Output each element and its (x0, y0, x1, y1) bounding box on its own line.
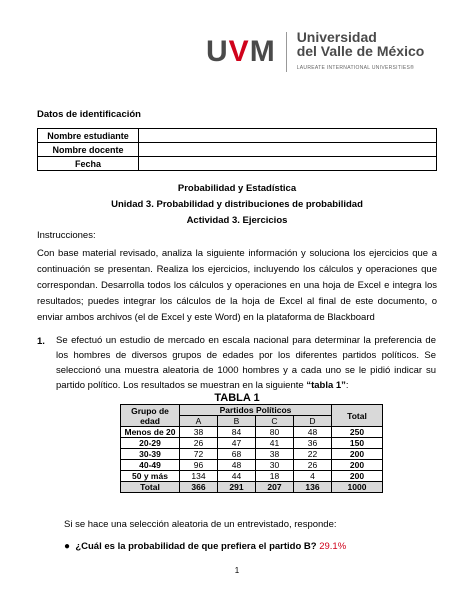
id-label-date: Fecha (38, 157, 139, 171)
cell-value: 84 (218, 427, 256, 438)
instructions-label: Instrucciones: (37, 230, 96, 241)
cell-value: 80 (256, 427, 294, 438)
id-row (38, 157, 437, 171)
table-row (121, 471, 383, 482)
exercise-number: 1. (37, 336, 45, 347)
cell-value: 44 (218, 471, 256, 482)
id-label-student: Nombre estudiante (38, 129, 139, 143)
cell-value: 4 (294, 471, 332, 482)
row-group: Menos de 20 (121, 427, 180, 438)
followup-text: Si se hace una selección aleatoria de un entrevistado, responde: (64, 519, 337, 530)
cell-value: 38 (180, 427, 218, 438)
table-row (121, 427, 383, 438)
table-totals-row (121, 482, 383, 493)
grand-total: 1000 (332, 482, 383, 493)
cell-value: 36 (294, 438, 332, 449)
unit-title: Unidad 3. Probabilidad y distribuciones de probabilidad (111, 199, 363, 210)
cell-value: 47 (218, 438, 256, 449)
teacher-name-field[interactable] (139, 143, 437, 157)
id-label-teacher: Nombre docente (38, 143, 139, 157)
row-total: 150 (332, 438, 383, 449)
id-row (38, 129, 437, 143)
cell-value: 30 (256, 460, 294, 471)
total-value: 291 (218, 482, 256, 493)
cell-value: 26 (294, 460, 332, 471)
row-group: 30-39 (121, 449, 180, 460)
row-total: 200 (332, 449, 383, 460)
page-number: 1 (234, 566, 240, 575)
cell-value: 48 (294, 427, 332, 438)
table-row (121, 438, 383, 449)
party-header: C (256, 416, 294, 427)
id-row (38, 143, 437, 157)
row-total: 250 (332, 427, 383, 438)
instructions-text: Con base material revisado, analiza la siguiente información y soluciona los ejercicios que a continuación se presentan. Realiza los ejercicios, incluyendo los cálculos y operaciones que correspondan. Desarrolla todos los cálculos y operaciones en una hoja de Excel e integra los resultados; puedes integrar los cálculos de la hoja de Excel al final de este documento, o enviar ambos archivos (el de Excel y este Word) en la plataforma de Blackboard (37, 248, 437, 323)
total-value: 207 (256, 482, 294, 493)
table-row (121, 460, 383, 471)
exercise-body: Se efectuó un estudio de mercado en escala nacional para determinar la preferencia de los hombres de diversos grupos de edades por los diferentes partidos políticos. Se seleccionó una muestra aleatoria de 1000 hombres y a cada uno se le pidió indicar su partido político. Los resultados se muestran en la siguiente (56, 335, 436, 391)
header-parties: Partidos Políticos (180, 405, 332, 416)
row-group: 50 y más (121, 471, 180, 482)
table-caption: TABLA 1 (214, 392, 260, 404)
cell-value: 26 (180, 438, 218, 449)
cell-value: 68 (218, 449, 256, 460)
party-header: B (218, 416, 256, 427)
exercise-text (56, 333, 436, 393)
cell-value: 48 (218, 460, 256, 471)
activity-title: Actividad 3. Ejercicios (186, 215, 288, 226)
id-table (37, 128, 437, 171)
logo-name-line1: Universidad (296, 28, 377, 45)
totals-label: Total (121, 482, 180, 493)
logo-mark: UVM (206, 35, 276, 68)
course-title: Probabilidad y Estadística (177, 183, 297, 194)
date-field[interactable] (139, 157, 437, 171)
table-row (121, 449, 383, 460)
row-total: 200 (332, 471, 383, 482)
exercise-colon: : (345, 380, 349, 391)
bullet-icon: ● (64, 541, 71, 552)
row-group: 40-49 (121, 460, 180, 471)
header-age-group: Grupo de edad (121, 405, 180, 427)
row-group: 20-29 (121, 438, 180, 449)
table-reference: “tabla 1” (306, 380, 346, 391)
logo-divider (286, 32, 287, 72)
student-name-field[interactable] (139, 129, 437, 143)
table-header-row (121, 405, 383, 416)
party-header: D (294, 416, 332, 427)
cell-value: 22 (294, 449, 332, 460)
row-total: 200 (332, 460, 383, 471)
logo-tagline: LAUREATE INTERNATIONAL UNIVERSITIES® (296, 64, 415, 71)
cell-value: 134 (180, 471, 218, 482)
question-item (64, 540, 346, 554)
logo-name-line2: del Valle de México (296, 42, 425, 59)
uvm-logo (206, 28, 425, 71)
id-section-title: Datos de identificación (37, 109, 141, 120)
total-value: 136 (294, 482, 332, 493)
answer-text: 29.1% (319, 541, 347, 552)
cell-value: 72 (180, 449, 218, 460)
cell-value: 41 (256, 438, 294, 449)
total-value: 366 (180, 482, 218, 493)
cell-value: 96 (180, 460, 218, 471)
political-parties-table (120, 404, 383, 493)
header-total: Total (332, 405, 383, 427)
question-text: ¿Cuál es la probabilidad de que prefiera el partido B? (75, 541, 317, 552)
logo-name (297, 30, 425, 75)
party-header: A (180, 416, 218, 427)
cell-value: 38 (256, 449, 294, 460)
cell-value: 18 (256, 471, 294, 482)
